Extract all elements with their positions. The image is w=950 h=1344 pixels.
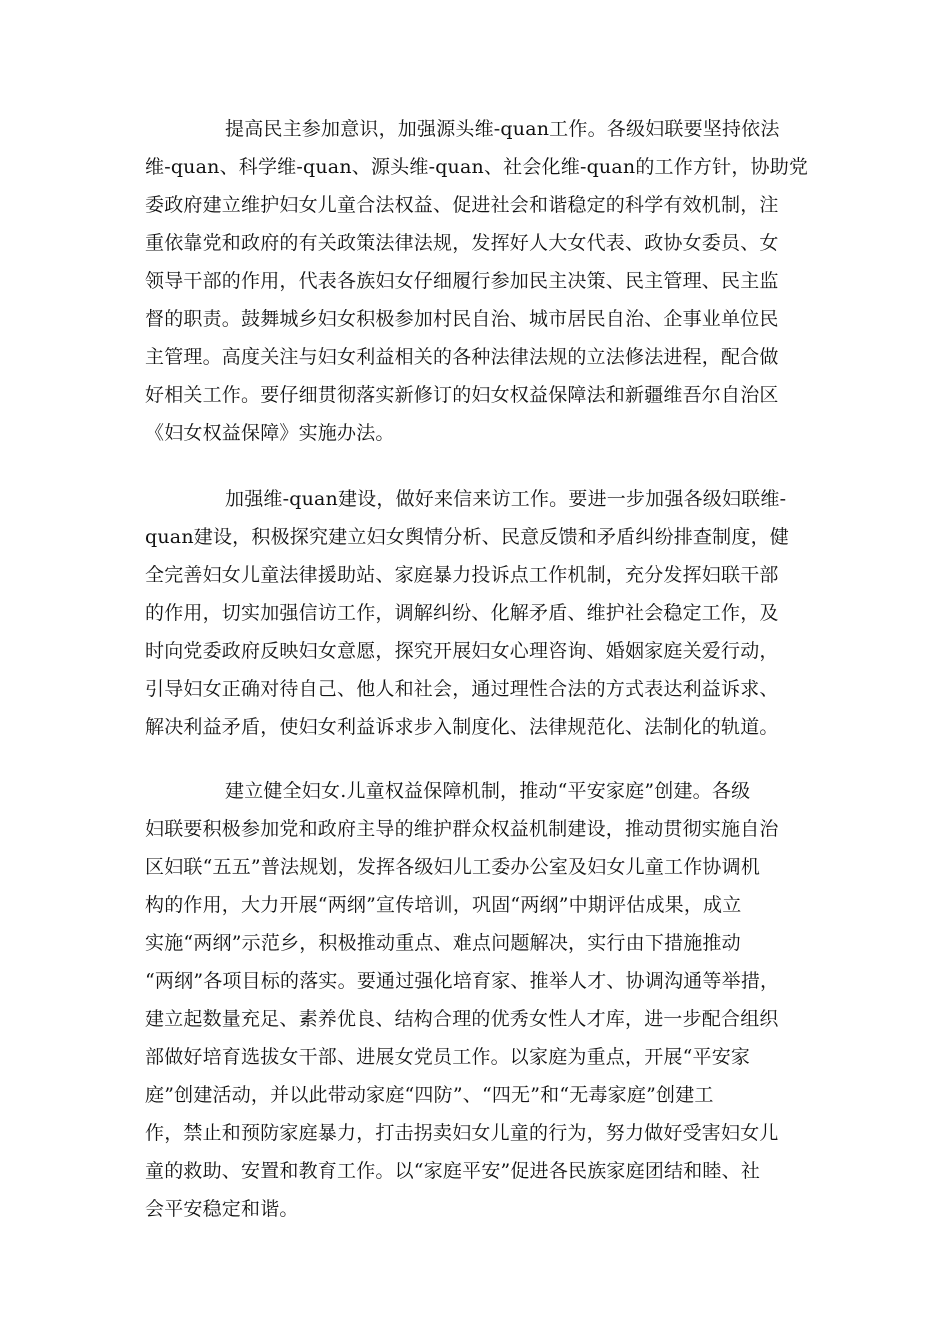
text-line: 全完善妇女儿童法律援助站、家庭暴力投诉点工作机制，充分发挥妇联干部 <box>145 564 779 586</box>
text-line: 建立健全妇女.儿童权益保障机制，推动“平安家庭”创建。各级 <box>225 780 751 802</box>
text-line: 主管理。高度关注与妇女利益相关的各种法律法规的立法修法进程，配合做 <box>145 346 779 368</box>
text-line: 的作用，切实加强信访工作，调解纠纷、化解矛盾、维护社会稳定工作，及 <box>145 602 779 624</box>
text-line: 会平安稳定和谐。 <box>145 1198 299 1220</box>
text-line: 提高民主参加意识，加强源头维-quan工作。各级妇联要坚持依法 <box>225 118 780 140</box>
text-line: 委政府建立维护妇女儿童合法权益、促进社会和谐稳定的科学有效机制，注 <box>145 194 779 216</box>
text-line: 引导妇女正确对待自己、他人和社会，通过理性合法的方式表达利益诉求、 <box>145 678 779 700</box>
text-line: “两纲”各项目标的落实。要通过强化培育家、推举人才、协调沟通等举措， <box>145 970 780 992</box>
text-line: quan建设，积极探究建立妇女舆情分析、民意反馈和矛盾纠纷排查制度，健 <box>145 526 789 548</box>
text-line: 构的作用，大力开展“两纲”宣传培训，巩固“两纲”中期评估成果，成立 <box>145 894 742 916</box>
text-line: 实施“两纲”示范乡，积极推动重点、难点问题解决，实行由下措施推动 <box>145 932 741 954</box>
text-line: 部做好培育选拔女干部、进展女党员工作。以家庭为重点，开展“平安家 <box>145 1046 751 1068</box>
text-line: 领导干部的作用，代表各族妇女仔细履行参加民主决策、民主管理、民主监 <box>145 270 779 292</box>
text-line: 时向党委政府反映妇女意愿，探究开展妇女心理咨询、婚姻家庭关爱行动， <box>145 640 779 662</box>
paragraph-safe-family <box>145 772 815 1228</box>
text-line: 解决利益矛盾，使妇女利益诉求步入制度化、法律规范化、法制化的轨道。 <box>145 716 779 738</box>
text-line: 童的救助、安置和教育工作。以“家庭平安”促进各民族家庭团结和睦、社 <box>145 1160 761 1182</box>
text-line: 重依靠党和政府的有关政策法律法规，发挥好人大女代表、政协女委员、女 <box>145 232 779 254</box>
text-line: 维-quan、科学维-quan、源头维-quan、社会化维-quan的工作方针，协助党 <box>145 156 809 178</box>
paragraph-petition-work <box>145 480 815 746</box>
text-line: 区妇联“五五”普法规划，发挥各级妇儿工委办公室及妇女儿童工作协调机 <box>145 856 761 878</box>
text-line: 好相关工作。要仔细贯彻落实新修订的妇女权益保障法和新疆维吾尔自治区 <box>145 384 779 406</box>
text-line: 作，禁止和预防家庭暴力，打击拐卖妇女儿童的行为，努力做好受害妇女儿 <box>145 1122 779 1144</box>
paragraph-rights-participation <box>145 110 815 452</box>
text-line: 加强维-quan建设，做好来信来访工作。要进一步加强各级妇联维- <box>225 488 787 510</box>
text-line: 建立起数量充足、素养优良、结构合理的优秀女性人才库，进一步配合组织 <box>145 1008 779 1030</box>
text-line: 督的职责。鼓舞城乡妇女积极参加村民自治、城市居民自治、企事业单位民 <box>145 308 779 330</box>
text-line: 庭”创建活动，并以此带动家庭“四防”、“四无”和“无毒家庭”创建工 <box>145 1084 714 1106</box>
text-line: 《妇女权益保障》实施办法。 <box>145 422 395 444</box>
text-line: 妇联要积极参加党和政府主导的维护群众权益机制建设，推动贯彻实施自治 <box>145 818 779 840</box>
